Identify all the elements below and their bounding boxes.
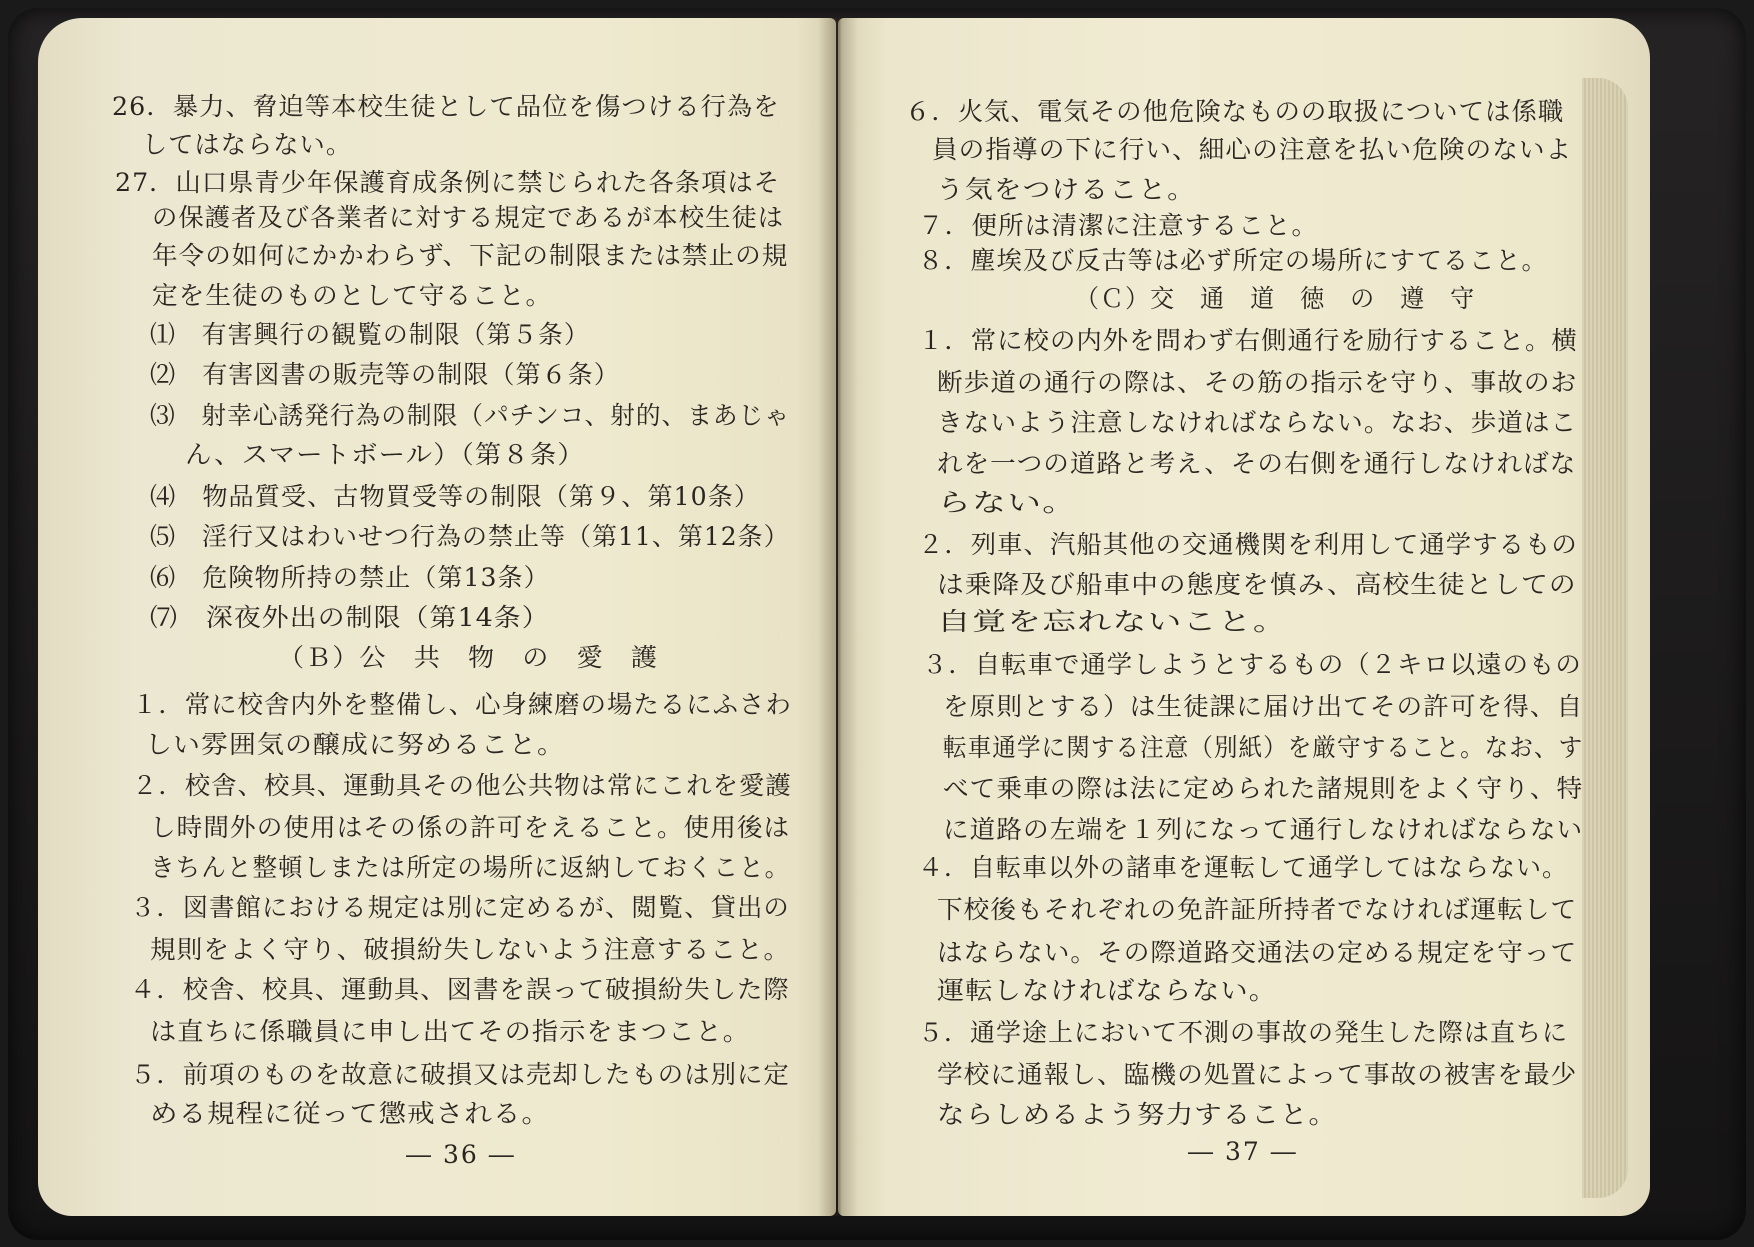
left-line: 定を生徒のものとして守ること。: [152, 281, 553, 310]
left-line: １．常に校舎内外を整備し、心身練磨の場たるにふさわ: [132, 690, 792, 719]
left-line: ⑹ 危険物所持の禁止（第13条）: [150, 563, 550, 592]
page-number-right: ― 37 ―: [1188, 1137, 1298, 1166]
right-line: ８．塵埃及び反古等は必ず所定の場所にすてること。: [918, 246, 1548, 275]
left-line: ⑵ 有害図書の販売等の制限（第６条）: [150, 360, 620, 389]
right-line: 下校後もそれぞれの免許証所持者でなければ運転して: [937, 895, 1578, 924]
left-line: し時間外の使用はその係の許可をえること。使用後は: [150, 813, 791, 842]
left-line: ⑺ 深夜外出の制限（第14条）: [150, 603, 550, 632]
right-line: ６．火気、電気その他危険なものの取扱については係職: [905, 97, 1565, 126]
page-edge: [1582, 78, 1628, 1198]
right-line: べて乗車の際は法に定められた諸規則をよく守り、特: [943, 774, 1584, 803]
right-line: 断歩道の通行の際は、その筋の指示を守り、事故のお: [937, 368, 1578, 397]
right-line: １．常に校の内外を問わず右側通行を励行すること。横: [918, 326, 1578, 355]
right-line: ４．自転車以外の諸車を運転して通学してはならない。: [918, 853, 1569, 882]
left-line: は直ちに係職員に申し出てその指示をまつこと。: [150, 1017, 751, 1046]
left-line: ⑸ 淫行又はわいせつ行為の禁止等（第11、第12条）: [150, 522, 790, 551]
right-line: ３．自転車で通学しようとするもの（２キロ以遠のもの: [922, 650, 1582, 679]
right-line: ５．通学途上において不測の事故の発生した際は直ちに: [918, 1018, 1569, 1047]
left-line: ４．校舎、校具、運動具、図書を誤って破損紛失した際: [130, 975, 790, 1004]
left-line: める規程に従って懲戒される。: [150, 1099, 551, 1128]
left-line: きちんと整頓しまたは所定の場所に返納しておくこと。: [150, 853, 791, 882]
page-number-left: ― 36 ―: [406, 1140, 516, 1169]
right-line: 自覚を忘れないこと。: [937, 607, 1289, 636]
left-line: 年令の如何にかかわらず、下記の制限または禁止の規: [152, 241, 789, 270]
right-line: れを一つの道路と考え、その右側を通行しなければな: [937, 449, 1577, 478]
right-line: ならしめるよう努力すること。: [937, 1100, 1338, 1129]
section-heading-c: （Ｃ）交 通 道 徳 の 遵 守: [1075, 284, 1476, 313]
left-line: 27．山口県青少年保護育成条例に禁じられた各条項はそ: [115, 168, 781, 197]
right-line: 転車通学に関する注意（別紙）を厳守すること。なお、す: [943, 733, 1584, 762]
section-heading-b: （Ｂ）公 共 物 の 愛 護: [278, 643, 659, 672]
left-line: ⑴ 有害興行の観覧の制限（第５条）: [150, 320, 590, 349]
left-line: 26．暴力、脅迫等本校生徒として品位を傷つける行為を: [112, 92, 780, 121]
right-line: 学校に通報し、臨機の処置によって事故の被害を最少: [937, 1060, 1578, 1089]
right-line: 運転しなければならない。: [937, 976, 1278, 1005]
left-line: 規則をよく守り、破損紛失しないよう注意すること。: [150, 935, 791, 964]
left-line: してはならない。: [142, 130, 353, 159]
right-line: う気をつけること。: [936, 175, 1196, 204]
right-line: ７．便所は清潔に注意すること。: [918, 211, 1319, 240]
right-line: は乗降及び船車中の態度を慎み、高校生徒としての: [937, 570, 1577, 599]
right-line: 員の指導の下に行い、細心の注意を払い危険のないよ: [932, 135, 1573, 164]
left-line: ⑷ 物品質受、古物買受等の制限（第９、第10条）: [150, 482, 761, 511]
left-line: ん、スマートボール）（第８条）: [185, 440, 585, 469]
right-line: に道路の左端を１列になって通行しなければならない: [943, 815, 1584, 844]
left-line: ２．校舎、校具、運動具その他公共物は常にこれを愛護: [132, 771, 792, 800]
right-line: はならない。その際道路交通法の定める規定を守って: [937, 938, 1578, 967]
left-line: しい雰囲気の醸成に努めること。: [145, 730, 566, 759]
left-line: ⑶ 射幸心誘発行為の制限（パチンコ、射的、まあじゃ: [150, 401, 790, 430]
right-line: ２．列車、汽船其他の交通機関を利用して通学するもの: [918, 530, 1578, 559]
left-line: の保護者及び各業者に対する規定であるが本校生徒は: [152, 203, 785, 232]
left-line: ５．前項のものを故意に破損又は売却したものは別に定: [130, 1060, 790, 1089]
right-line: を原則とする）は生徒課に届け出てその許可を得、自: [943, 692, 1584, 721]
right-line: きないよう注意しなければならない。なお、歩道はこ: [937, 408, 1578, 437]
left-line: ３．図書館における規定は別に定めるが、閲覧、貸出の: [130, 893, 790, 922]
right-line: らない。: [937, 488, 1078, 517]
